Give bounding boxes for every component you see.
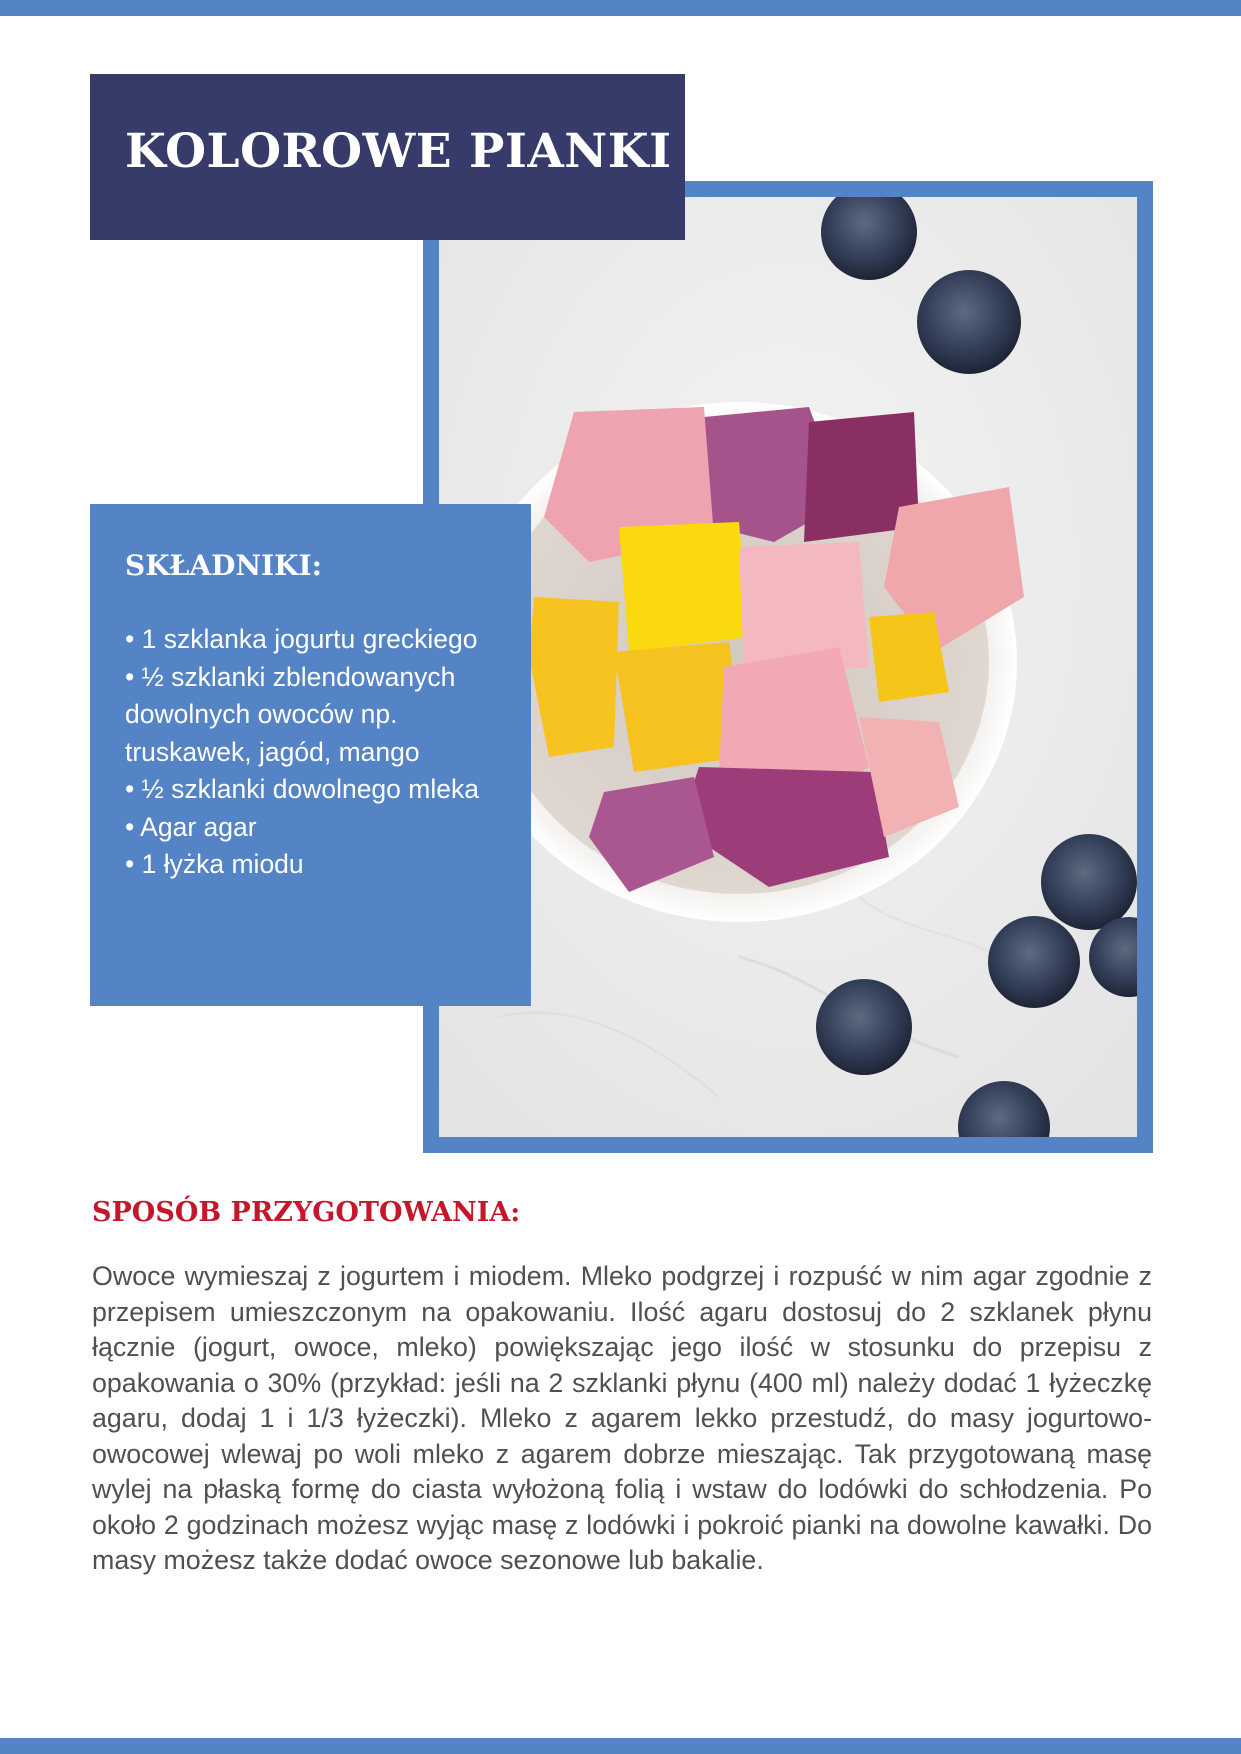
ingredients-list bbox=[125, 621, 510, 884]
ingredient-item: • 1 łyżka miodu bbox=[125, 849, 304, 879]
title-box bbox=[90, 74, 685, 240]
ingredients-heading: SKŁADNIKI: bbox=[125, 549, 322, 582]
ingredient-item: • Agar agar bbox=[125, 811, 257, 842]
method-heading: SPOSÓB PRZYGOTOWANIA: bbox=[92, 1197, 521, 1228]
top-accent-bar bbox=[0, 0, 1241, 16]
bottom-accent-bar bbox=[0, 1738, 1241, 1754]
ingredient-item: • ½ szklanki dowolnego mleka bbox=[125, 774, 479, 804]
ingredient-item: • 1 szklanka jogurtu greckiego bbox=[125, 624, 478, 654]
photo-frame bbox=[423, 181, 1153, 1153]
page-title: KOLOROWE PIANKI bbox=[125, 124, 672, 179]
method-text: Owoce wymieszaj z jogurtem i miodem. Mleko podgrzej i rozpuść w nim agar zgodnie z przepisem umieszczonym na opakowaniu. Ilość agaru dostosuj do 2 szklanek płynu łącznie (jogurt, owoce, mleko) powiększając jego ilość w stosunku do przepisu z opakowania o 30% (przykład: jeśli na 2 szklanki płynu (400 ml) należy dodać 1 łyżeczkę agaru, dodaj 1 i 1/3 łyżeczki). Mleko z agarem lekko przestudź, do masy jogurtowo-owocowej wlewaj po woli mleko z agarem dobrze mieszając. Tak przygotowaną masę wylej na płaską formę do ciasta wyłożoną folią i wstaw do lodówki do schłodzenia. Po około 2 godzinach możesz wyjąc masę z lodówki i pokroić pianki na dowolne kawałki. Do masy możesz także dodać owoce sezonowe lub bakalie. bbox=[92, 1261, 1152, 1575]
marshmallow-photo bbox=[439, 197, 1137, 1137]
ingredient-item: • ½ szklanki zblendowanych dowolnych owoców np. truskawek, jagód, mango bbox=[125, 661, 456, 767]
ingredients-box bbox=[90, 504, 531, 1006]
